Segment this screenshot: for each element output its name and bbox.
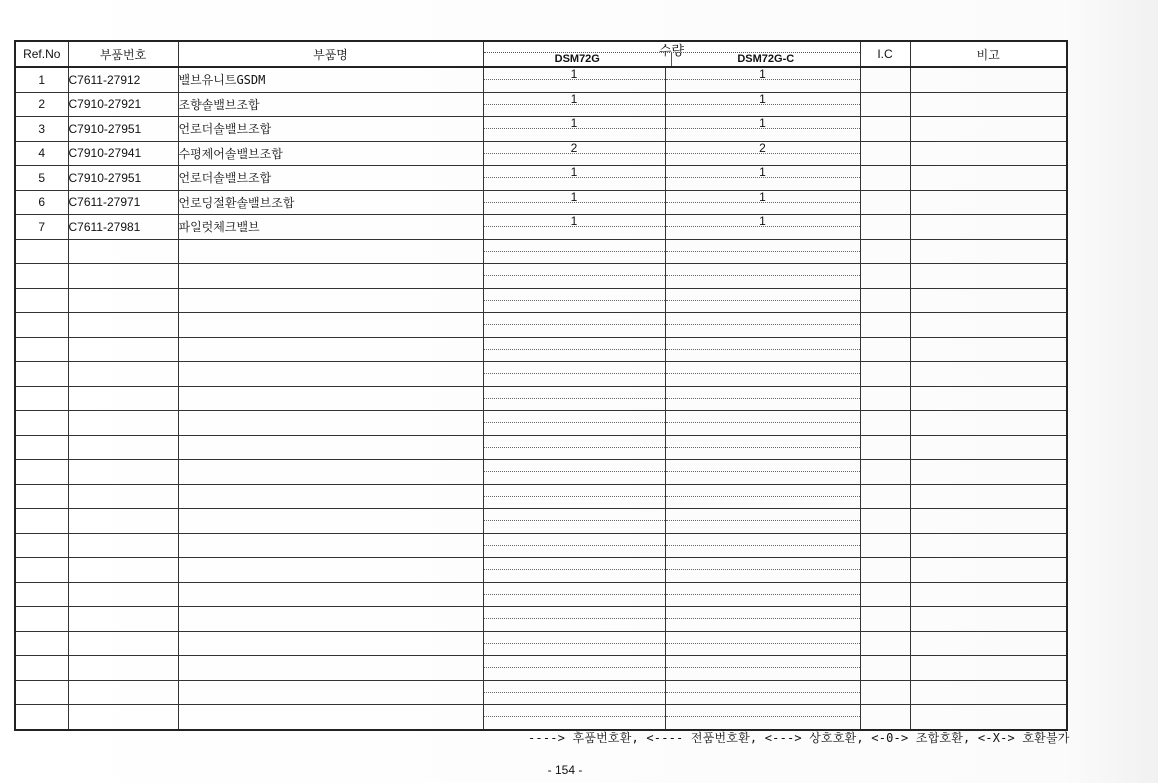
table-row [15,215,1067,240]
quantity-a-cell [483,533,665,558]
quantity-a-cell [483,190,665,215]
header-part-name: 부품명 [178,41,483,67]
header-part-number: 부품번호 [68,41,178,67]
header-quantity [483,41,860,67]
part-name-cell: 언로더솔밸브조합 [178,166,483,191]
quantity-a-cell [483,92,665,117]
quantity-b-value: 1 [759,116,766,130]
quantity-b-cell [665,582,860,607]
quantity-a-cell [483,117,665,142]
ic-cell [860,92,910,117]
ic-cell [860,705,910,730]
part-name-cell [178,386,483,411]
remark-cell [910,264,1067,289]
ref-no-cell [15,313,68,338]
ref-no-cell [15,435,68,460]
remark-cell [910,386,1067,411]
part-number-cell [68,484,178,509]
ic-cell [860,264,910,289]
part-number-cell: C7910-27921 [68,92,178,117]
empty-table-row [15,337,1067,362]
quantity-a-value: 1 [570,67,578,81]
quantity-b-value: 1 [759,214,766,228]
ref-no-cell [15,362,68,387]
quantity-a-cell [483,313,665,338]
quantity-b-cell [665,288,860,313]
remark-cell [910,509,1067,534]
ic-cell [860,435,910,460]
table-row [15,92,1067,117]
remark-cell [910,680,1067,705]
ic-cell [860,509,910,534]
part-name-cell [178,411,483,436]
ic-cell [860,411,910,436]
ref-no-cell: 3 [15,117,68,142]
part-number-cell: C7611-27912 [68,67,178,92]
ic-cell [860,460,910,485]
part-number-cell [68,239,178,264]
quantity-a-cell [483,631,665,656]
part-name-cell [178,264,483,289]
table-row [15,166,1067,191]
header-ic: I.C [860,41,910,67]
ref-no-cell [15,484,68,509]
quantity-b-cell [665,680,860,705]
part-name-cell: 언로딩절환솔밸브조합 [178,190,483,215]
header-model-b: DSM72G-C [671,53,860,66]
part-number-cell [68,656,178,681]
remark-cell [910,460,1067,485]
ref-no-cell [15,264,68,289]
ref-no-cell: 4 [15,141,68,166]
remark-cell [910,705,1067,730]
quantity-a-cell [483,411,665,436]
empty-table-row [15,656,1067,681]
quantity-a-value: 2 [570,141,578,155]
remark-cell [910,484,1067,509]
table-row [15,117,1067,142]
part-number-cell: C7910-27951 [68,166,178,191]
empty-table-row [15,411,1067,436]
part-name-cell [178,631,483,656]
quantity-a-cell [483,680,665,705]
part-number-cell [68,582,178,607]
table-row [15,141,1067,166]
ref-no-cell: 6 [15,190,68,215]
quantity-b-cell [665,117,860,142]
quantity-a-value: 1 [570,165,578,179]
parts-table [14,40,1068,731]
part-name-cell [178,558,483,583]
quantity-b-cell [665,264,860,289]
part-name-cell: 밸브유니트GSDM [178,67,483,92]
part-number-cell: C7910-27941 [68,141,178,166]
quantity-a-value: 1 [570,116,578,130]
table-header-row [15,41,1067,67]
quantity-b-cell [665,239,860,264]
empty-table-row [15,264,1067,289]
quantity-b-cell [665,533,860,558]
part-name-cell: 파일럿체크밸브 [178,215,483,240]
ref-no-cell [15,337,68,362]
remark-cell [910,533,1067,558]
empty-table-row [15,558,1067,583]
remark-cell [910,239,1067,264]
empty-table-row [15,386,1067,411]
ref-no-cell [15,411,68,436]
ic-cell [860,631,910,656]
empty-table-row [15,239,1067,264]
part-number-cell [68,558,178,583]
quantity-a-cell [483,460,665,485]
remark-cell [910,215,1067,240]
part-number-cell: C7611-27971 [68,190,178,215]
interchangeability-legend: ----> 후품번호환, <---- 전품번호환, <---> 상호호환, <-0-> 조합호환, <-X-> 호환불가 [528,731,1070,745]
quantity-a-cell [483,215,665,240]
empty-table-row [15,705,1067,730]
remark-cell [910,631,1067,656]
quantity-b-cell [665,67,860,92]
quantity-a-cell [483,558,665,583]
ic-cell [860,215,910,240]
part-number-cell [68,533,178,558]
quantity-a-cell [483,264,665,289]
empty-table-row [15,680,1067,705]
quantity-a-cell [483,141,665,166]
quantity-b-cell [665,460,860,485]
part-name-cell [178,680,483,705]
quantity-a-value: 1 [570,190,578,204]
quantity-a-cell [483,362,665,387]
part-name-cell [178,484,483,509]
empty-table-row [15,362,1067,387]
quantity-b-cell [665,435,860,460]
part-name-cell [178,337,483,362]
ic-cell [860,166,910,191]
quantity-b-cell [665,141,860,166]
remark-cell [910,558,1067,583]
quantity-b-cell [665,509,860,534]
part-number-cell [68,680,178,705]
table-row [15,190,1067,215]
ref-no-cell [15,558,68,583]
part-number-cell [68,337,178,362]
part-number-cell [68,631,178,656]
remark-cell [910,141,1067,166]
remark-cell [910,435,1067,460]
empty-table-row [15,460,1067,485]
part-number-cell [68,460,178,485]
ref-no-cell [15,705,68,730]
ref-no-cell [15,460,68,485]
quantity-a-cell [483,67,665,92]
part-name-cell [178,533,483,558]
quantity-b-cell [665,362,860,387]
part-name-cell [178,656,483,681]
ic-cell [860,239,910,264]
part-name-cell [178,705,483,730]
quantity-a-cell [483,484,665,509]
ref-no-cell: 1 [15,67,68,92]
part-number-cell [68,386,178,411]
quantity-a-cell [483,705,665,730]
quantity-a-cell [483,166,665,191]
part-number-cell [68,313,178,338]
ref-no-cell [15,239,68,264]
remark-cell [910,92,1067,117]
part-number-cell [68,362,178,387]
header-quantity-title: 수량 [658,44,685,59]
ic-cell [860,190,910,215]
part-number-cell [68,607,178,632]
quantity-b-cell [665,190,860,215]
quantity-b-cell [665,386,860,411]
header-model-a: DSM72G [554,53,600,65]
quantity-b-cell [665,92,860,117]
ic-cell [860,558,910,583]
ref-no-cell [15,680,68,705]
header-remarks: 비고 [910,41,1067,67]
ic-cell [860,582,910,607]
quantity-b-cell [665,705,860,730]
quantity-b-cell [665,656,860,681]
quantity-b-value: 1 [759,165,766,179]
ref-no-cell: 7 [15,215,68,240]
ic-cell [860,288,910,313]
ic-cell [860,533,910,558]
ref-no-cell: 5 [15,166,68,191]
remark-cell [910,288,1067,313]
quantity-a-cell [483,509,665,534]
part-name-cell: 수평제어솔밸브조합 [178,141,483,166]
empty-table-row [15,607,1067,632]
quantity-b-cell [665,215,860,240]
ic-cell [860,607,910,632]
part-name-cell [178,460,483,485]
empty-table-row [15,484,1067,509]
header-ref-no: Ref.No [15,41,68,67]
quantity-a-cell [483,607,665,632]
empty-table-row [15,288,1067,313]
quantity-b-cell [665,313,860,338]
quantity-a-cell [483,656,665,681]
header-model-columns [484,52,860,66]
ref-no-cell [15,631,68,656]
remark-cell [910,656,1067,681]
remark-cell [910,337,1067,362]
empty-table-row [15,313,1067,338]
part-number-cell [68,509,178,534]
quantity-a-value: 1 [570,214,578,228]
quantity-b-cell [665,166,860,191]
ref-no-cell: 2 [15,92,68,117]
ic-cell [860,484,910,509]
quantity-a-cell [483,239,665,264]
ic-cell [860,656,910,681]
quantity-b-cell [665,558,860,583]
ic-cell [860,362,910,387]
part-number-cell: C7611-27981 [68,215,178,240]
ic-cell [860,337,910,362]
remark-cell [910,582,1067,607]
part-name-cell [178,435,483,460]
empty-table-row [15,631,1067,656]
table-body [15,67,1067,730]
ic-cell [860,67,910,92]
part-number-cell [68,705,178,730]
remark-cell [910,117,1067,142]
ref-no-cell [15,533,68,558]
empty-table-row [15,582,1067,607]
empty-table-row [15,533,1067,558]
part-name-cell [178,362,483,387]
quantity-b-cell [665,631,860,656]
remark-cell [910,190,1067,215]
remark-cell [910,166,1067,191]
part-name-cell [178,607,483,632]
quantity-a-value: 1 [570,92,578,106]
ref-no-cell [15,288,68,313]
empty-table-row [15,509,1067,534]
part-number-cell [68,288,178,313]
quantity-b-cell [665,411,860,436]
ic-cell [860,386,910,411]
ic-cell [860,117,910,142]
remark-cell [910,313,1067,338]
quantity-a-cell [483,386,665,411]
remark-cell [910,411,1067,436]
remark-cell [910,362,1067,387]
part-number-cell: C7910-27951 [68,117,178,142]
quantity-b-value: 1 [759,92,766,106]
ic-cell [860,141,910,166]
page-number: - 154 - [547,763,583,777]
ic-cell [860,313,910,338]
quantity-b-value: 1 [759,190,766,204]
part-name-cell: 조향솔밸브조합 [178,92,483,117]
ref-no-cell [15,386,68,411]
part-name-cell [178,509,483,534]
quantity-b-value: 1 [759,67,766,81]
empty-table-row [15,435,1067,460]
quantity-b-cell [665,337,860,362]
part-name-cell [178,288,483,313]
quantity-a-cell [483,288,665,313]
quantity-b-value: 2 [759,141,766,155]
table-row [15,67,1067,92]
quantity-a-cell [483,337,665,362]
part-name-cell [178,239,483,264]
ref-no-cell [15,582,68,607]
part-number-cell [68,264,178,289]
part-name-cell [178,313,483,338]
ic-cell [860,680,910,705]
remark-cell [910,607,1067,632]
part-name-cell: 언로더솔밸브조합 [178,117,483,142]
quantity-b-cell [665,607,860,632]
quantity-a-cell [483,582,665,607]
quantity-b-cell [665,484,860,509]
ref-no-cell [15,656,68,681]
ref-no-cell [15,509,68,534]
part-name-cell [178,582,483,607]
ref-no-cell [15,607,68,632]
quantity-a-cell [483,435,665,460]
part-number-cell [68,435,178,460]
part-number-cell [68,411,178,436]
remark-cell [910,67,1067,92]
